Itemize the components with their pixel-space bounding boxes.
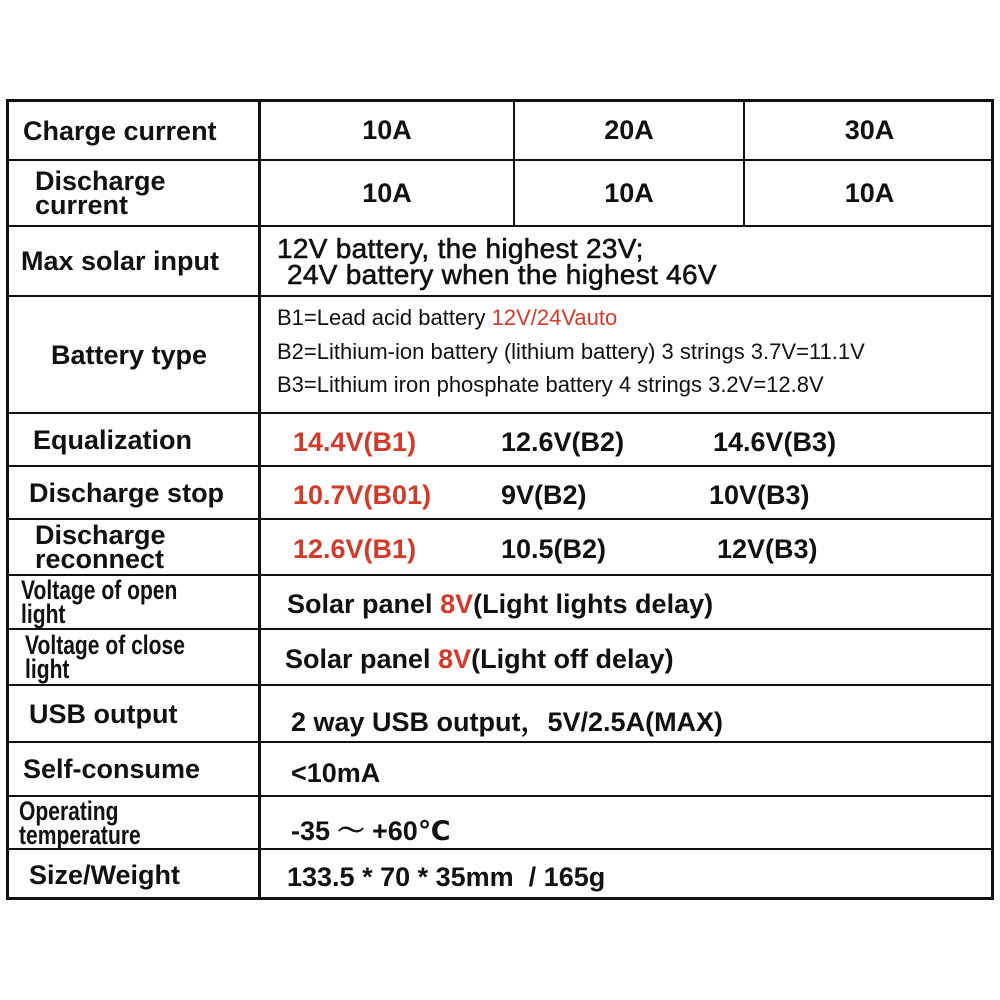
label-usb-output: USB output [9, 686, 261, 741]
label-close-light: Voltage of close light [9, 630, 261, 684]
close-light-highlight: 8V [438, 644, 472, 674]
usb-output-value: 2 way USB output，5V/2.5A(MAX) [291, 707, 724, 737]
row-usb-output [9, 684, 991, 741]
row-equalization [9, 412, 991, 465]
row-max-solar-input [9, 225, 991, 295]
label-size-weight: Size/Weight [9, 850, 261, 900]
close-light-value: Solar panel 8V(Light off delay) [285, 644, 674, 674]
row-battery-type [9, 295, 991, 412]
equalization-b1: 14.4V(B1) [293, 427, 417, 457]
discharge-current-3: 10A [743, 161, 994, 225]
label-discharge-stop: Discharge stop [9, 467, 261, 518]
row-operating-temperature [9, 795, 991, 848]
size-weight-value: 133.5 * 70 * 35mm / 165g [287, 862, 606, 892]
label-equalization: Equalization [9, 414, 261, 465]
label-self-consume: Self-consume [9, 743, 261, 795]
label-max-solar-input: Max solar input [9, 227, 261, 295]
label-discharge-reconnect: Discharge reconnect [9, 520, 261, 574]
row-discharge-stop [9, 465, 991, 518]
self-consume-value: <10mA [291, 758, 381, 788]
open-light-highlight: 8V [440, 589, 474, 619]
label-open-light: Voltage of open light [9, 576, 261, 628]
label-battery-type: Battery type [9, 297, 261, 412]
discharge-current-1: 10A [362, 177, 412, 208]
max-solar-line2: 24V battery when the highest 46V [287, 259, 717, 290]
row-open-light [9, 574, 991, 628]
label-charge-current [9, 102, 261, 159]
max-solar-line1: 12V battery, the highest 23V; [277, 233, 644, 264]
label-discharge-current: Discharge current [9, 161, 261, 225]
discharge-reconnect-b1: 12.6V(B1) [293, 534, 417, 564]
battery-b3: B3=Lithium iron phosphate battery 4 strings 3.2V=12.8V [277, 372, 824, 397]
charge-current-20a: 20A [513, 102, 743, 159]
open-light-value: Solar panel 8V(Light lights delay) [287, 589, 714, 619]
row-close-light [9, 628, 991, 684]
equalization-b2: 12.6V(B2) [501, 427, 625, 457]
discharge-reconnect-b2: 10.5(B2) [501, 534, 607, 564]
discharge-stop-b2: 9V(B2) [501, 480, 587, 510]
row-discharge-reconnect [9, 518, 991, 574]
label-text: Charge current [23, 115, 217, 146]
discharge-reconnect-b3: 12V(B3) [717, 534, 818, 564]
operating-temperature-value: -35 ～ +60℃ [291, 816, 451, 846]
row-charge-current [9, 102, 991, 159]
battery-b1-highlight: 12V/24Vauto [491, 305, 618, 330]
row-discharge-current [9, 159, 991, 225]
row-size-weight [9, 848, 991, 900]
battery-b2: B2=Lithium-ion battery (lithium battery) 3 strings 3.7V=11.1V [277, 339, 865, 364]
equalization-b3: 14.6V(B3) [713, 427, 837, 457]
label-operating-temperature: Operating temperature [9, 797, 261, 848]
discharge-current-2: 10A [513, 161, 743, 225]
discharge-stop-b1: 10.7V(B01) [293, 480, 432, 510]
row-self-consume [9, 741, 991, 795]
charge-current-10a: 10A [362, 115, 412, 145]
spec-table [6, 99, 994, 900]
discharge-stop-b3: 10V(B3) [709, 480, 810, 510]
battery-b1: B1=Lead acid battery 12V/24Vauto [277, 305, 618, 330]
charge-current-30a: 30A [743, 102, 994, 159]
